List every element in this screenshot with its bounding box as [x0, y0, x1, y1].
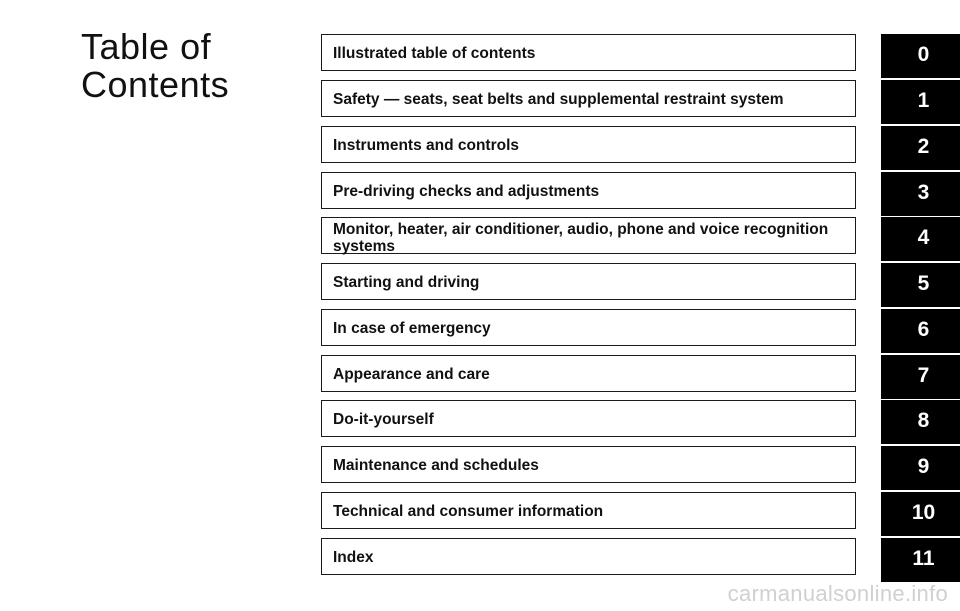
toc-label: Instruments and controls	[333, 137, 520, 154]
toc-entry-6	[321, 309, 960, 348]
toc-entry-3	[321, 172, 960, 211]
section-tab-7[interactable]	[881, 355, 960, 399]
toc-label: Safety — seats, seat belts and supplemental restraint system	[333, 91, 784, 108]
toc-entry-10	[321, 492, 960, 531]
toc-link-illustrated-contents[interactable]	[321, 34, 856, 71]
toc-entry-5	[321, 263, 960, 302]
section-tab-8[interactable]	[881, 400, 960, 444]
site-watermark: carmanualsonline.info	[727, 581, 948, 606]
section-tab-number: 4	[917, 226, 930, 249]
toc-link-emergency[interactable]	[321, 309, 856, 346]
section-tab-1[interactable]	[881, 80, 960, 124]
section-tab-10[interactable]	[881, 492, 960, 536]
toc-link-index[interactable]	[321, 538, 856, 575]
section-tab-3[interactable]	[881, 172, 960, 216]
toc-entry-7	[321, 355, 960, 394]
section-tab-0[interactable]	[881, 34, 960, 78]
toc-label: Maintenance and schedules	[333, 457, 539, 474]
section-tab-number: 3	[917, 181, 930, 204]
toc-label: Monitor, heater, air conditioner, audio, phone and voice recognition systems	[333, 221, 829, 255]
section-tab-number: 2	[917, 135, 930, 158]
section-tab-number: 1	[917, 89, 930, 112]
toc-label: Starting and driving	[333, 274, 480, 291]
toc-entry-1	[321, 80, 960, 119]
section-tab-5[interactable]	[881, 263, 960, 307]
toc-link-safety[interactable]	[321, 80, 856, 117]
section-tab-4[interactable]	[881, 217, 960, 261]
toc-entry-2	[321, 126, 960, 165]
section-tab-11[interactable]	[881, 538, 960, 582]
toc-entry-0	[321, 34, 960, 73]
toc-link-monitor-audio[interactable]	[321, 217, 856, 254]
toc-link-instruments-controls[interactable]	[321, 126, 856, 163]
toc-label: Index	[333, 549, 374, 566]
toc-link-technical-info[interactable]	[321, 492, 856, 529]
page-title-line-2: Contents	[81, 64, 230, 105]
toc-label: Illustrated table of contents	[333, 45, 536, 62]
toc-label: Appearance and care	[333, 366, 490, 383]
toc-entry-9	[321, 446, 960, 485]
section-tab-number: 11	[912, 547, 935, 570]
toc-link-appearance-care[interactable]	[321, 355, 856, 392]
toc-link-maintenance[interactable]	[321, 446, 856, 483]
toc-link-do-it-yourself[interactable]	[321, 400, 856, 437]
toc-label: Do-it-yourself	[333, 411, 434, 428]
section-tab-number: 10	[911, 501, 936, 524]
section-tab-number: 9	[917, 455, 930, 478]
toc-entry-11	[321, 538, 960, 577]
section-tab-9[interactable]	[881, 446, 960, 490]
section-tab-number: 6	[917, 318, 930, 341]
section-tab-number: 5	[917, 272, 930, 295]
section-tab-number: 7	[917, 364, 930, 387]
toc-link-pre-driving[interactable]	[321, 172, 856, 209]
section-tab-number: 8	[917, 409, 930, 432]
toc-label: Pre-driving checks and adjustments	[333, 183, 600, 200]
page-title	[81, 28, 229, 104]
section-tab-2[interactable]	[881, 126, 960, 170]
section-tab-6[interactable]	[881, 309, 960, 353]
toc-entry-4	[321, 217, 960, 256]
section-tab-number: 0	[917, 43, 930, 66]
toc-link-starting-driving[interactable]	[321, 263, 856, 300]
toc-entry-8	[321, 400, 960, 439]
toc-label: In case of emergency	[333, 320, 491, 337]
page-title-line-1: Table of	[81, 26, 212, 67]
toc-label: Technical and consumer information	[333, 503, 604, 520]
